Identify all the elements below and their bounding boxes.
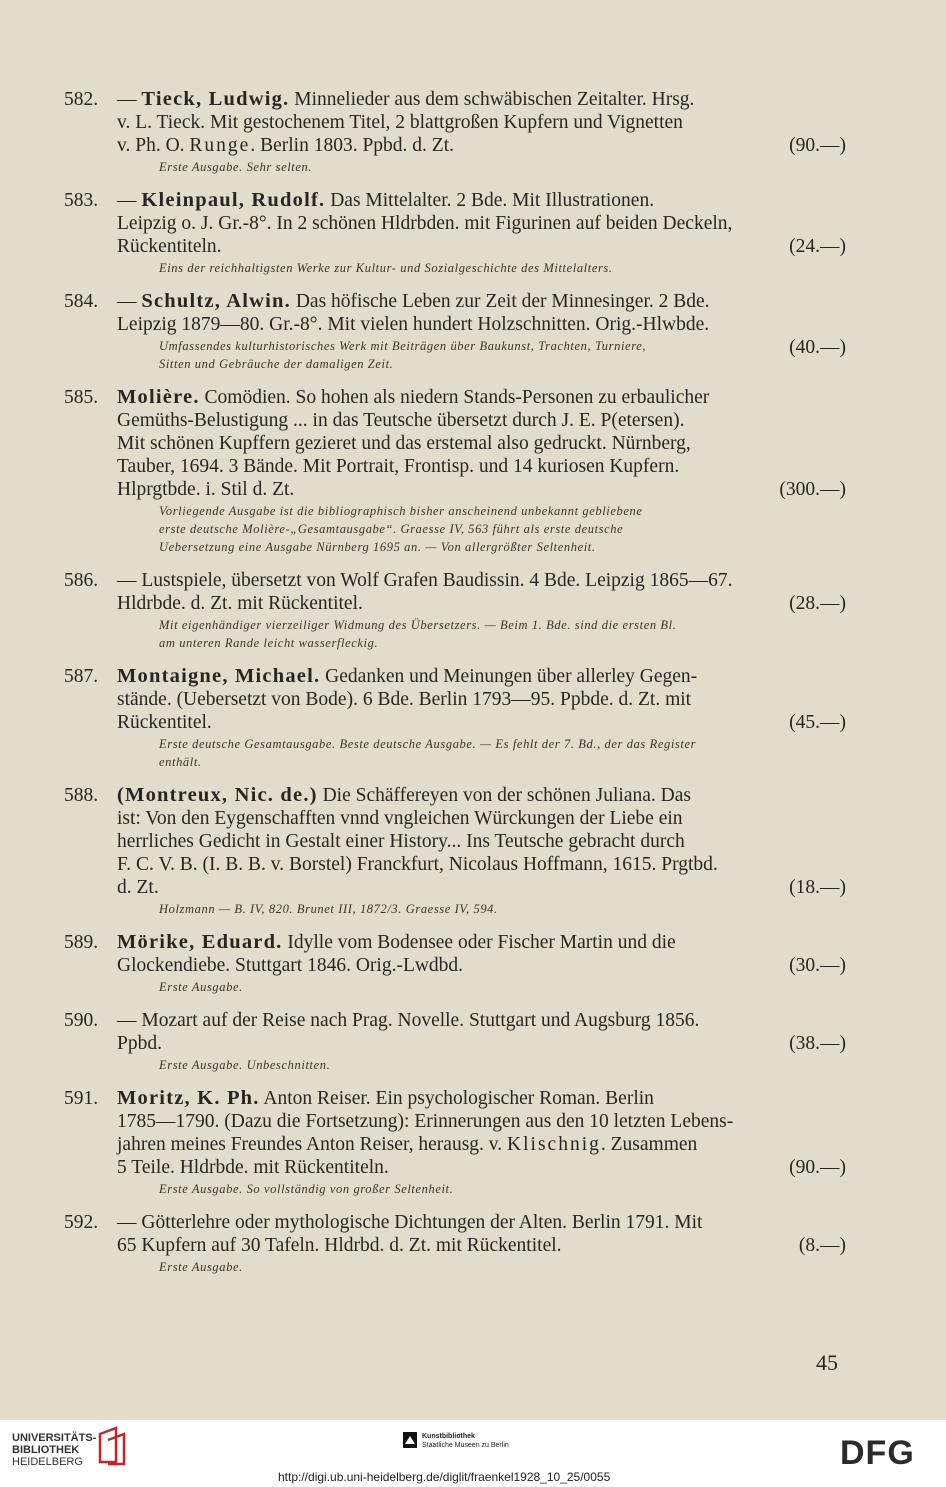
entry-text: Götterlehre oder mythologische Dichtungen der Alten. Berlin 1791. Mit — [141, 1212, 703, 1233]
entry-price: (45.—) — [789, 712, 846, 733]
ub-heidelberg-logo-icon — [96, 1426, 130, 1466]
entry-number: 592. — [64, 1212, 99, 1233]
entry-text: 5 Teile. Hldrbde. mit Rückentiteln. — [117, 1157, 389, 1178]
entry-price: (30.—) — [789, 955, 846, 976]
entry-text: Rückentitel. — [117, 712, 212, 733]
entry-text: Anton Reiser. Ein psychologischer Roman. Berlin — [259, 1088, 654, 1109]
entry-line — [64, 455, 846, 478]
entry-line — [64, 313, 846, 336]
entry-line — [64, 88, 846, 111]
entry-line — [64, 235, 846, 258]
entry-text: herrliches Gedicht in Gestalt einer History... Ins Teutsche gebracht durch — [117, 831, 685, 852]
catalog-entry — [64, 290, 846, 372]
entry-text: Lustspiele, übersetzt von Wolf Grafen Baudissin. 4 Bde. Leipzig 1865—67. — [141, 570, 733, 591]
catalog-entry — [64, 386, 846, 555]
entry-text: ist: Von den Eygenschafften vnnd vngleichen Würckungen der Liebe ein — [117, 808, 683, 829]
catalog-entry — [64, 1211, 846, 1275]
entry-line — [64, 134, 846, 157]
entry-number: 591. — [64, 1088, 99, 1109]
entry-price: (38.—) — [789, 1033, 846, 1054]
entry-note: enthält. — [159, 755, 202, 769]
entry-note: Sitten und Gebräuche der damaligen Zeit. — [159, 357, 394, 371]
entry-text: Mozart auf der Reise nach Prag. Novelle. Stuttgart und Augsburg 1856. — [141, 1010, 700, 1031]
entry-price: (8.—) — [798, 1235, 846, 1256]
entry-author: Molière. — [117, 386, 200, 408]
entry-note: Erste Ausgabe. — [159, 980, 243, 994]
entry-number: 590. — [64, 1010, 99, 1031]
entry-line — [64, 212, 846, 235]
entry-line — [64, 876, 846, 899]
entry-line — [64, 665, 846, 688]
kb-line-2: Staatliche Museen zu Berlin — [422, 1442, 509, 1449]
entry-line — [64, 1156, 846, 1179]
entry-text: Hlprgtbde. i. Stil d. Zt. — [117, 479, 295, 500]
entry-text: Tauber, 1694. 3 Bände. Mit Portrait, Frontisp. und 14 kuriosen Kupfern. — [117, 456, 680, 477]
entry-text: Gedanken und Meinungen über allerley Gegen- — [320, 666, 698, 687]
entry-note: am unteren Rande leicht wasserfleckig. — [159, 636, 379, 650]
entry-dash: — — [117, 190, 142, 211]
entry-note: Holzmann — B. IV, 820. Brunet III, 1872/3. Graesse IV, 594. — [159, 902, 498, 916]
ub-heidelberg-text — [12, 1432, 96, 1468]
entry-author: (Montreux, Nic. de.) — [117, 784, 318, 806]
entry-text: Leipzig o. J. Gr.-8°. In 2 schönen Hldrbden. mit Figurinen auf beiden Deckeln, — [117, 213, 733, 234]
entry-dash: — — [117, 1010, 142, 1031]
entry-text: 1785—1790. (Dazu die Fortsetzung): Erinnerungen aus den 10 letzten Lebens- — [117, 1111, 734, 1132]
entry-text: v. L. Tieck. Mit gestochenem Titel, 2 blattgroßen Kupfern und Vignetten — [117, 112, 683, 133]
entry-line — [64, 954, 846, 977]
entry-text: Minnelieder aus dem schwäbischen Zeitalter. Hrsg. — [289, 89, 695, 110]
entry-line — [64, 290, 846, 313]
entry-dash: — — [117, 570, 142, 591]
entry-price: (18.—) — [789, 877, 846, 898]
catalog-entry — [64, 1009, 846, 1073]
ub-line-3: HEIDELBERG — [12, 1456, 83, 1468]
entry-line — [64, 931, 846, 954]
entry-price: (300.—) — [779, 479, 846, 500]
entry-line — [64, 688, 846, 711]
entries-list — [64, 88, 846, 1289]
entry-text: Idylle vom Bodensee oder Fischer Martin und die — [282, 932, 676, 953]
entry-author: Schultz, Alwin. — [141, 290, 291, 312]
entry-line — [64, 807, 846, 830]
entry-price: (90.—) — [789, 1157, 846, 1178]
kunstbibliothek-logo-icon — [403, 1432, 417, 1448]
entry-text: Ppbd. — [117, 1033, 162, 1054]
entry-line — [64, 1211, 846, 1234]
entry-note: Eins der reichhaltigsten Werke zur Kultur- und Sozialgeschichte des Mittelalters. — [159, 261, 613, 275]
entry-line — [64, 386, 846, 409]
entry-price: (40.—) — [789, 337, 846, 358]
entry-text: . Zusammen — [600, 1134, 698, 1155]
ub-line-2: BIBLIOTHEK — [12, 1444, 80, 1456]
entry-note: Erste Ausgabe. — [159, 1260, 243, 1274]
entry-line — [64, 432, 846, 455]
entry-text: Gemüths-Belustigung ... in das Teutsche übersetzt durch J. E. P(etersen). — [117, 410, 685, 431]
entry-text: Das höfische Leben zur Zeit der Minnesinger. 2 Bde. — [290, 291, 710, 312]
entry-line — [64, 1032, 846, 1055]
page-number: 45 — [816, 1350, 838, 1375]
source-url[interactable]: http://digi.ub.uni-heidelberg.de/diglit/fraenkel1928_10_25/0055 — [278, 1470, 611, 1484]
entry-line — [64, 592, 846, 615]
entry-price: (90.—) — [789, 135, 846, 156]
dfg-logo: DFG — [840, 1434, 915, 1472]
entry-text: jahren meines Freundes Anton Reiser, herausg. v. — [117, 1134, 508, 1155]
entry-price: (28.—) — [789, 593, 846, 614]
entry-text: Leipzig 1879—80. Gr.-8°. Mit vielen hundert Holzschnitten. Orig.-Hlwbde. — [117, 314, 710, 335]
entry-price: (24.—) — [789, 236, 846, 257]
entry-line — [64, 1110, 846, 1133]
entry-number: 585. — [64, 387, 99, 408]
entry-line — [64, 478, 846, 501]
entry-note: Erste Ausgabe. Sehr selten. — [159, 160, 313, 174]
entry-line — [64, 569, 846, 592]
catalog-entry — [64, 569, 846, 651]
entry-spaced-name: Klischnig — [507, 1134, 601, 1155]
entry-number: 582. — [64, 89, 99, 110]
entry-note: Mit eigenhändiger vierzeiliger Widmung des Übersetzers. — Beim 1. Bde. sind die ersten Bl. — [159, 618, 677, 632]
entry-line — [64, 189, 846, 212]
catalog-entry — [64, 189, 846, 276]
entry-line — [64, 830, 846, 853]
kunstbibliothek-text — [422, 1432, 509, 1450]
entry-number: 586. — [64, 570, 99, 591]
entry-text: Hldrbde. d. Zt. mit Rückentitel. — [117, 593, 363, 614]
entry-note: Vorliegende Ausgabe ist die bibliographisch bisher anscheinend unbekannt gebliebene — [159, 504, 643, 518]
entry-note: Erste Ausgabe. Unbeschnitten. — [159, 1058, 331, 1072]
entry-number: 589. — [64, 932, 99, 953]
entry-text: Die Schäffereyen von der schönen Juliana. Das — [317, 785, 691, 806]
entry-number: 588. — [64, 785, 99, 806]
entry-text: Mit schönen Kupffern gezieret und das erstemal also gedruckt. Nürnberg, — [117, 433, 691, 454]
entry-line — [64, 111, 846, 134]
entry-text: 65 Kupfern auf 30 Tafeln. Hldrbd. d. Zt. mit Rückentitel. — [117, 1235, 562, 1256]
entry-author: Tieck, Ludwig. — [141, 88, 290, 110]
entry-note: erste deutsche Molière-„Gesamtausgabe“. Graesse IV, 563 führt als erste deutsche — [159, 522, 624, 536]
entry-author: Mörike, Eduard. — [117, 931, 283, 953]
entry-text: stände. (Uebersetzt von Bode). 6 Bde. Berlin 1793—95. Ppbde. d. Zt. mit — [117, 689, 692, 710]
catalog-entry — [64, 1087, 846, 1197]
entry-line — [64, 711, 846, 734]
entry-line — [64, 1087, 846, 1110]
entry-spaced-name: Runge — [189, 135, 251, 156]
entry-line — [64, 1133, 846, 1156]
catalog-entry — [64, 931, 846, 995]
entry-text: v. Ph. O. — [117, 135, 190, 156]
entry-text: . Berlin 1803. Ppbd. d. Zt. — [250, 135, 455, 156]
catalog-entry — [64, 784, 846, 917]
entry-note: Umfassendes kulturhistorisches Werk mit Beiträgen über Baukunst, Trachten, Turniere, — [159, 339, 647, 353]
kb-line-1: Kunstbibliothek — [422, 1433, 475, 1440]
entry-text: d. Zt. — [117, 877, 159, 898]
ub-line-1: UNIVERSITÄTS- — [12, 1432, 97, 1444]
entry-line — [64, 1009, 846, 1032]
catalog-entry — [64, 665, 846, 770]
entry-text: Glockendiebe. Stuttgart 1846. Orig.-Lwdbd. — [117, 955, 464, 976]
entry-number: 584. — [64, 291, 99, 312]
entry-line — [64, 784, 846, 807]
entry-author: Montaigne, Michael. — [117, 665, 321, 687]
entry-dash: — — [117, 291, 142, 312]
entry-line — [64, 1234, 846, 1257]
entry-line — [64, 853, 846, 876]
entry-author: Kleinpaul, Rudolf. — [141, 189, 326, 211]
entry-author: Moritz, K. Ph. — [117, 1087, 260, 1109]
entry-text: Das Mittelalter. 2 Bde. Mit Illustrationen. — [325, 190, 655, 211]
entry-number: 583. — [64, 190, 99, 211]
entry-text: F. C. V. B. (I. B. B. v. Borstel) Franckfurt, Nicolaus Hoffmann, 1615. Prgtbd. — [117, 854, 718, 875]
entry-dash: — — [117, 89, 142, 110]
entry-number: 587. — [64, 666, 99, 687]
catalog-entry — [64, 88, 846, 175]
entry-line — [64, 409, 846, 432]
entry-note: Uebersetzung eine Ausgabe Nürnberg 1695 an. — Von allergrößter Seltenheit. — [159, 540, 596, 554]
entry-note: Erste Ausgabe. So vollständig von großer Seltenheit. — [159, 1182, 454, 1196]
entry-dash: — — [117, 1212, 142, 1233]
entry-note: Erste deutsche Gesamtausgabe. Beste deutsche Ausgabe. — Es fehlt der 7. Bd., der das Register — [159, 737, 697, 751]
entry-text: Rückentiteln. — [117, 236, 222, 257]
entry-text: Comödien. So hohen als niedern Stands-Personen zu erbaulicher — [199, 387, 710, 408]
